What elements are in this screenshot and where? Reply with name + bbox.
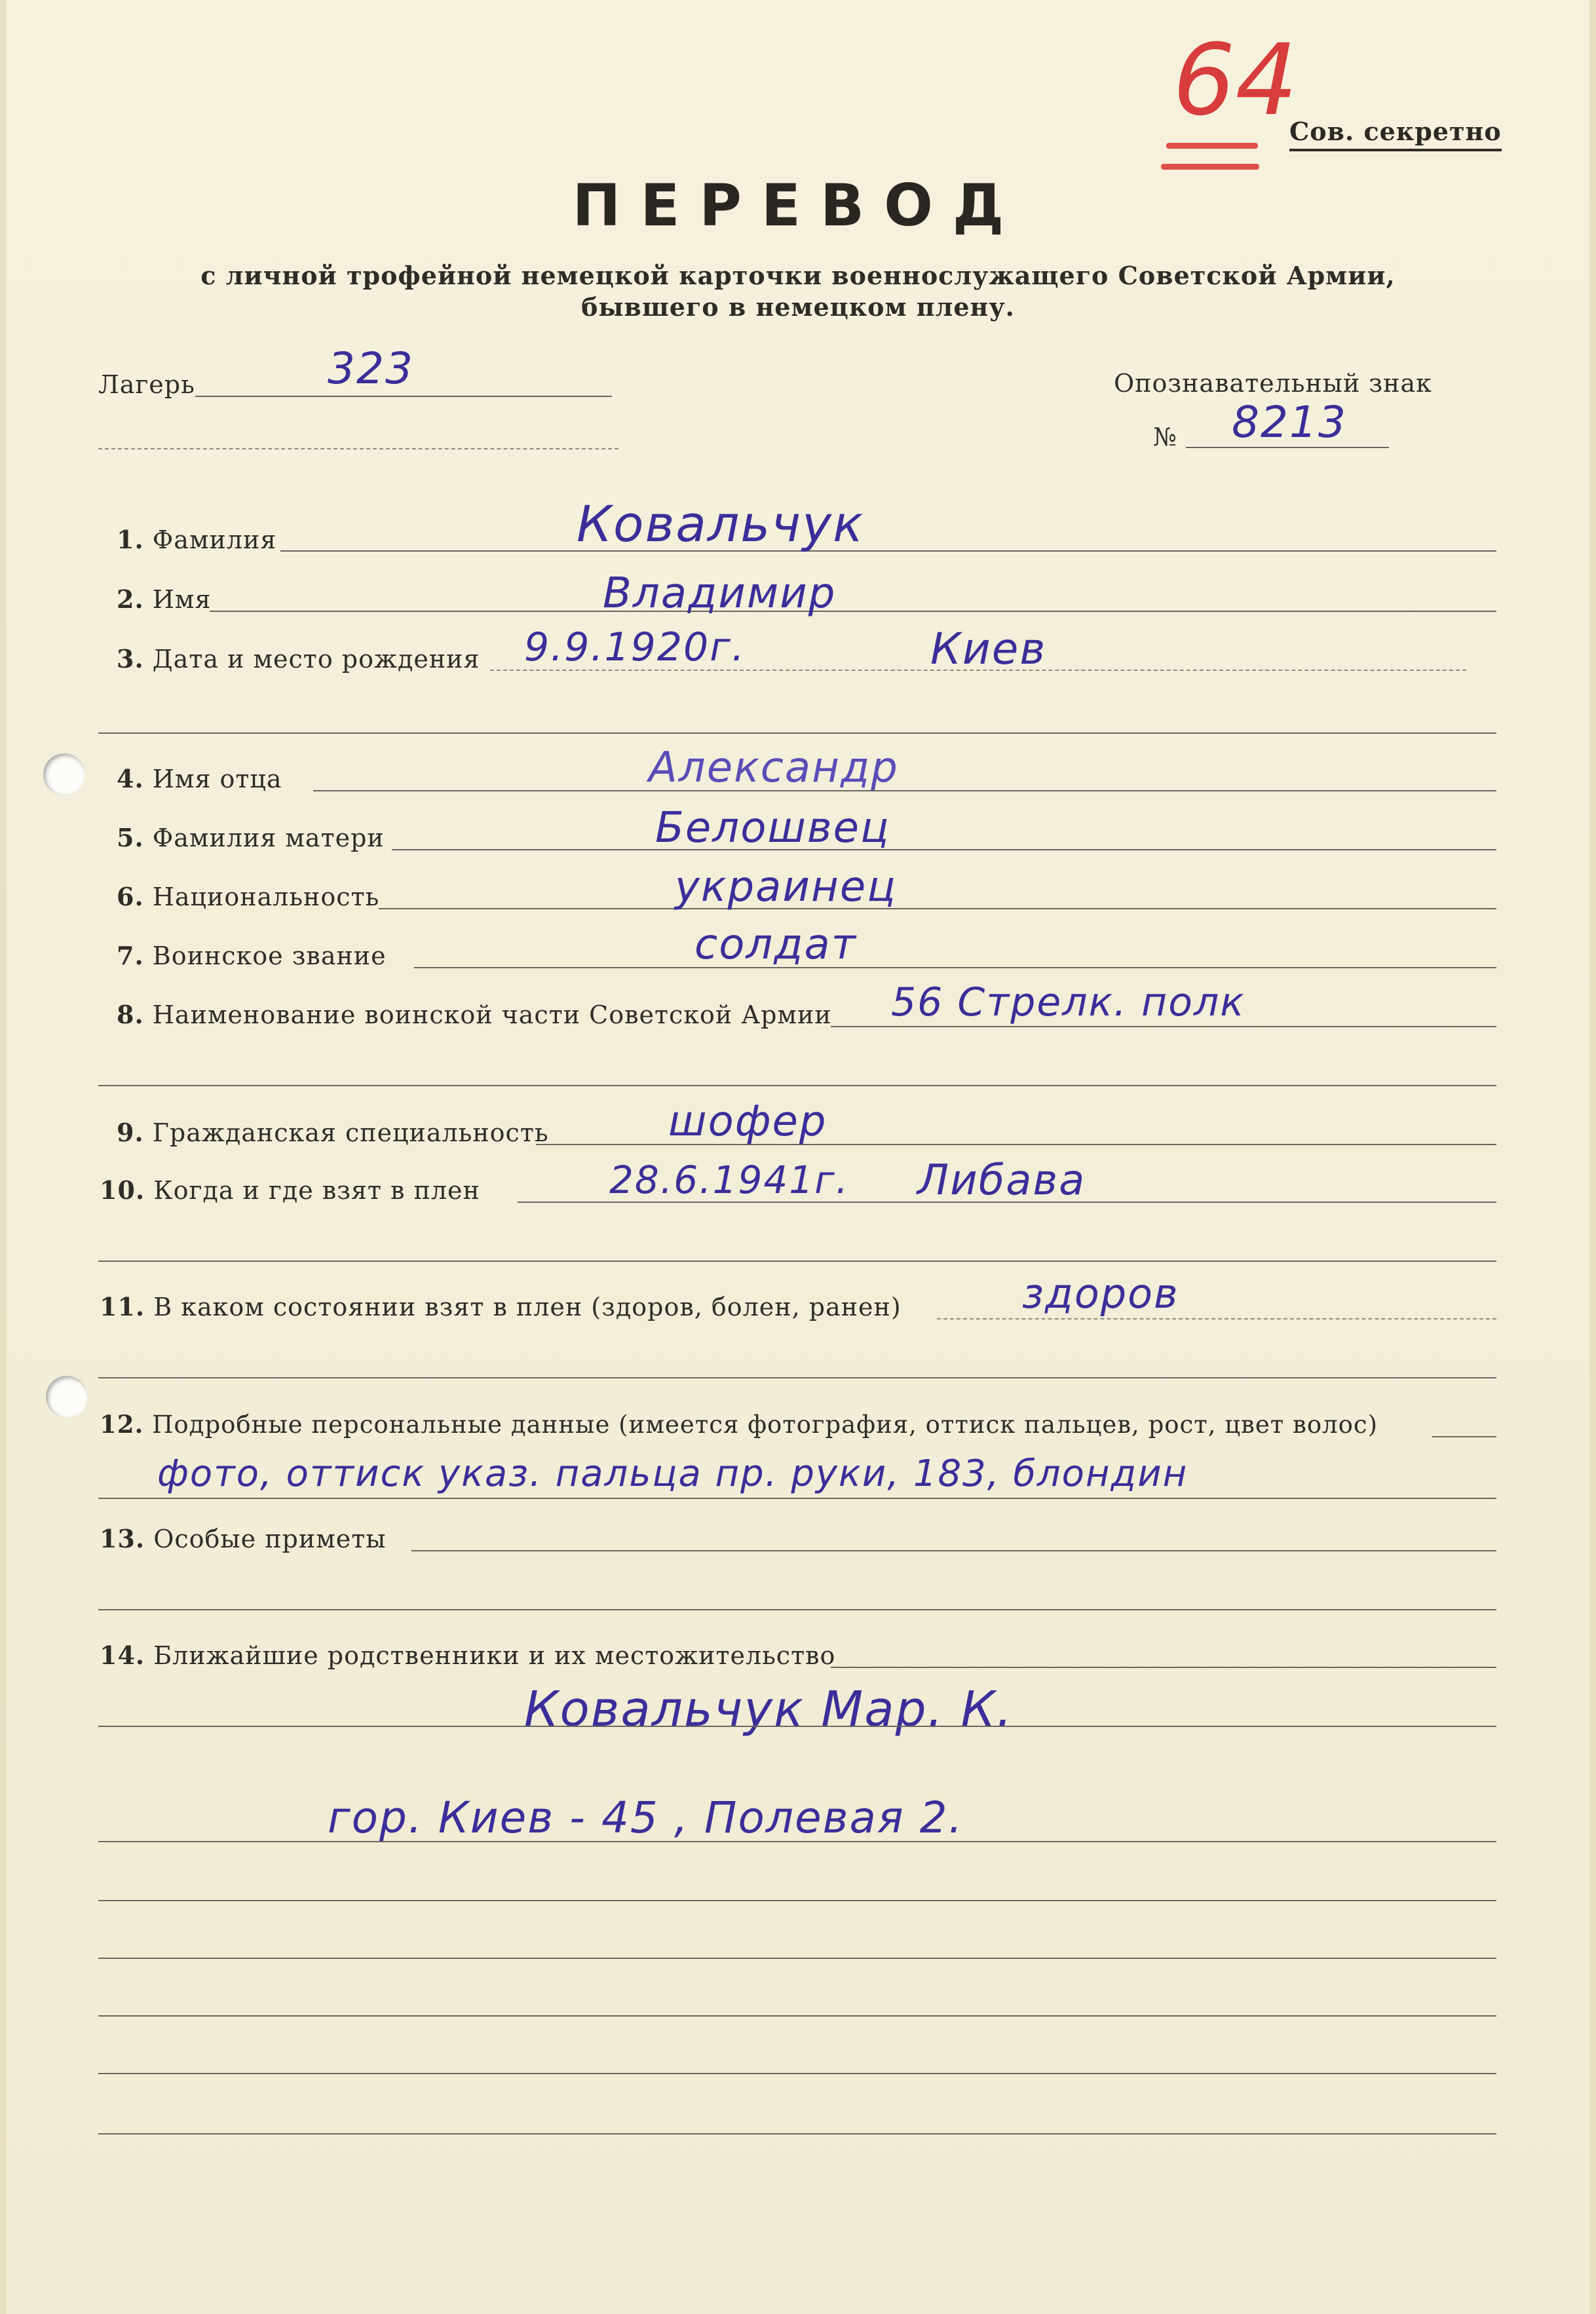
field-11-value: здоров	[1022, 1270, 1179, 1318]
archive-number: 64	[1173, 24, 1298, 138]
id-tag-value: 8213	[1232, 397, 1347, 447]
blank-line-3	[98, 2015, 1496, 2017]
field-11-label: В каком состоянии взят в плен (здоров, болен, ранен)	[153, 1293, 902, 1321]
field-13-line	[411, 1550, 1496, 1551]
field-10-place: Либава	[917, 1156, 1086, 1205]
field-12-line-2	[98, 1498, 1496, 1499]
page-subtitle-line2: бывшего в немецком плену.	[581, 292, 1015, 322]
field-2-label: Имя	[152, 585, 212, 614]
id-tag-label: Опознавательный знак	[1114, 369, 1432, 398]
archive-number-underline-1	[1166, 143, 1258, 149]
field-10-line-2	[98, 1261, 1496, 1262]
field-10-num: 10.	[100, 1175, 145, 1205]
field-4-line	[313, 790, 1496, 791]
field-8-line	[831, 1026, 1496, 1027]
field-2-value: Владимир	[603, 569, 837, 618]
field-14-address: гор. Киев - 45 , Полевая 2.	[328, 1792, 964, 1843]
field-2-num: 2.	[117, 584, 144, 614]
camp-line-2	[98, 448, 618, 449]
field-5-line	[392, 849, 1496, 850]
page-title: ПЕРЕВОД	[572, 172, 1024, 239]
field-4-label: Имя отца	[152, 765, 282, 793]
camp-value: 323	[328, 343, 414, 394]
field-12-label: Подробные персональные данные (имеется фотография, оттиск пальцев, рост, цвет волос)	[152, 1411, 1378, 1439]
camp-line	[195, 396, 612, 397]
field-7-line	[414, 967, 1496, 968]
field-12-num: 12.	[100, 1410, 144, 1439]
field-6-num: 6.	[117, 882, 144, 911]
field-3-line-2	[98, 732, 1496, 734]
archive-number-underline-2	[1161, 164, 1259, 170]
field-6-line	[379, 908, 1496, 909]
punch-hole-top	[43, 753, 85, 795]
field-12-line	[1432, 1436, 1496, 1437]
field-14-line-2	[98, 1726, 1496, 1727]
field-3-num: 3.	[117, 644, 144, 673]
paper-edge-right	[1589, 0, 1596, 2314]
field-14-label: Ближайшие родственники и их местожительство	[153, 1641, 836, 1670]
blank-line-2	[98, 1958, 1496, 1959]
field-13-label: Особые приметы	[153, 1525, 387, 1553]
field-11-num: 11.	[100, 1292, 145, 1321]
field-3-label: Дата и место рождения	[152, 645, 480, 673]
field-14-num: 14.	[100, 1641, 145, 1670]
field-10-label: Когда и где взят в плен	[153, 1176, 480, 1205]
field-5-value: Белошвец	[655, 804, 890, 852]
field-1-label: Фамилия	[152, 525, 277, 554]
field-4-num: 4.	[117, 764, 144, 793]
field-7-label: Воинское звание	[152, 941, 387, 970]
blank-line-4	[98, 2073, 1496, 2074]
field-14-line-3	[98, 1841, 1496, 1842]
field-9-label: Гражданская специальность	[152, 1118, 549, 1147]
field-12-value: фото, оттиск указ. пальца пр. руки, 183, блондин	[157, 1452, 1188, 1495]
field-11-line	[937, 1318, 1496, 1319]
blank-line-5	[98, 2133, 1496, 2134]
blank-line-1	[98, 1900, 1496, 1901]
page-subtitle-line1: с личной трофейной немецкой карточки военнослужащего Советской Армии,	[200, 261, 1396, 290]
field-7-value: солдат	[694, 920, 857, 969]
field-7-num: 7.	[117, 941, 144, 970]
camp-label: Лагерь	[98, 370, 195, 399]
field-9-num: 9.	[117, 1118, 144, 1147]
field-8-line-2	[98, 1085, 1496, 1086]
field-6-value: украинец	[675, 863, 897, 911]
field-5-label: Фамилия матери	[152, 824, 385, 852]
field-11-line-2	[98, 1377, 1496, 1378]
field-1-line	[280, 550, 1496, 552]
field-1-num: 1.	[117, 525, 144, 554]
field-8-label: Наименование воинской части Советской Армии	[152, 1000, 832, 1029]
field-8-num: 8.	[117, 1000, 144, 1029]
field-10-date: 28.6.1941г.	[609, 1158, 850, 1202]
field-13-line-2	[98, 1609, 1496, 1610]
field-14-relative: Ковальчук Мар. К.	[524, 1681, 1014, 1737]
punch-hole-bottom	[46, 1376, 88, 1418]
field-14-line	[831, 1667, 1496, 1668]
field-3-place: Киев	[930, 624, 1047, 674]
secret-label: Сов. секретно	[1289, 117, 1502, 151]
field-6-label: Национальность	[152, 882, 380, 911]
field-2-line	[210, 611, 1496, 612]
field-3-date: 9.9.1920г.	[524, 624, 746, 670]
paper-edge-left	[0, 0, 7, 2314]
field-1-value: Ковальчук	[577, 495, 864, 553]
field-5-num: 5.	[117, 823, 144, 852]
field-4-value: Александр	[649, 744, 899, 792]
field-13-num: 13.	[100, 1524, 145, 1553]
field-8-value: 56 Стрелк. полк	[891, 979, 1245, 1025]
field-9-value: шофер	[668, 1097, 827, 1146]
id-tag-no-label: №	[1153, 423, 1177, 451]
